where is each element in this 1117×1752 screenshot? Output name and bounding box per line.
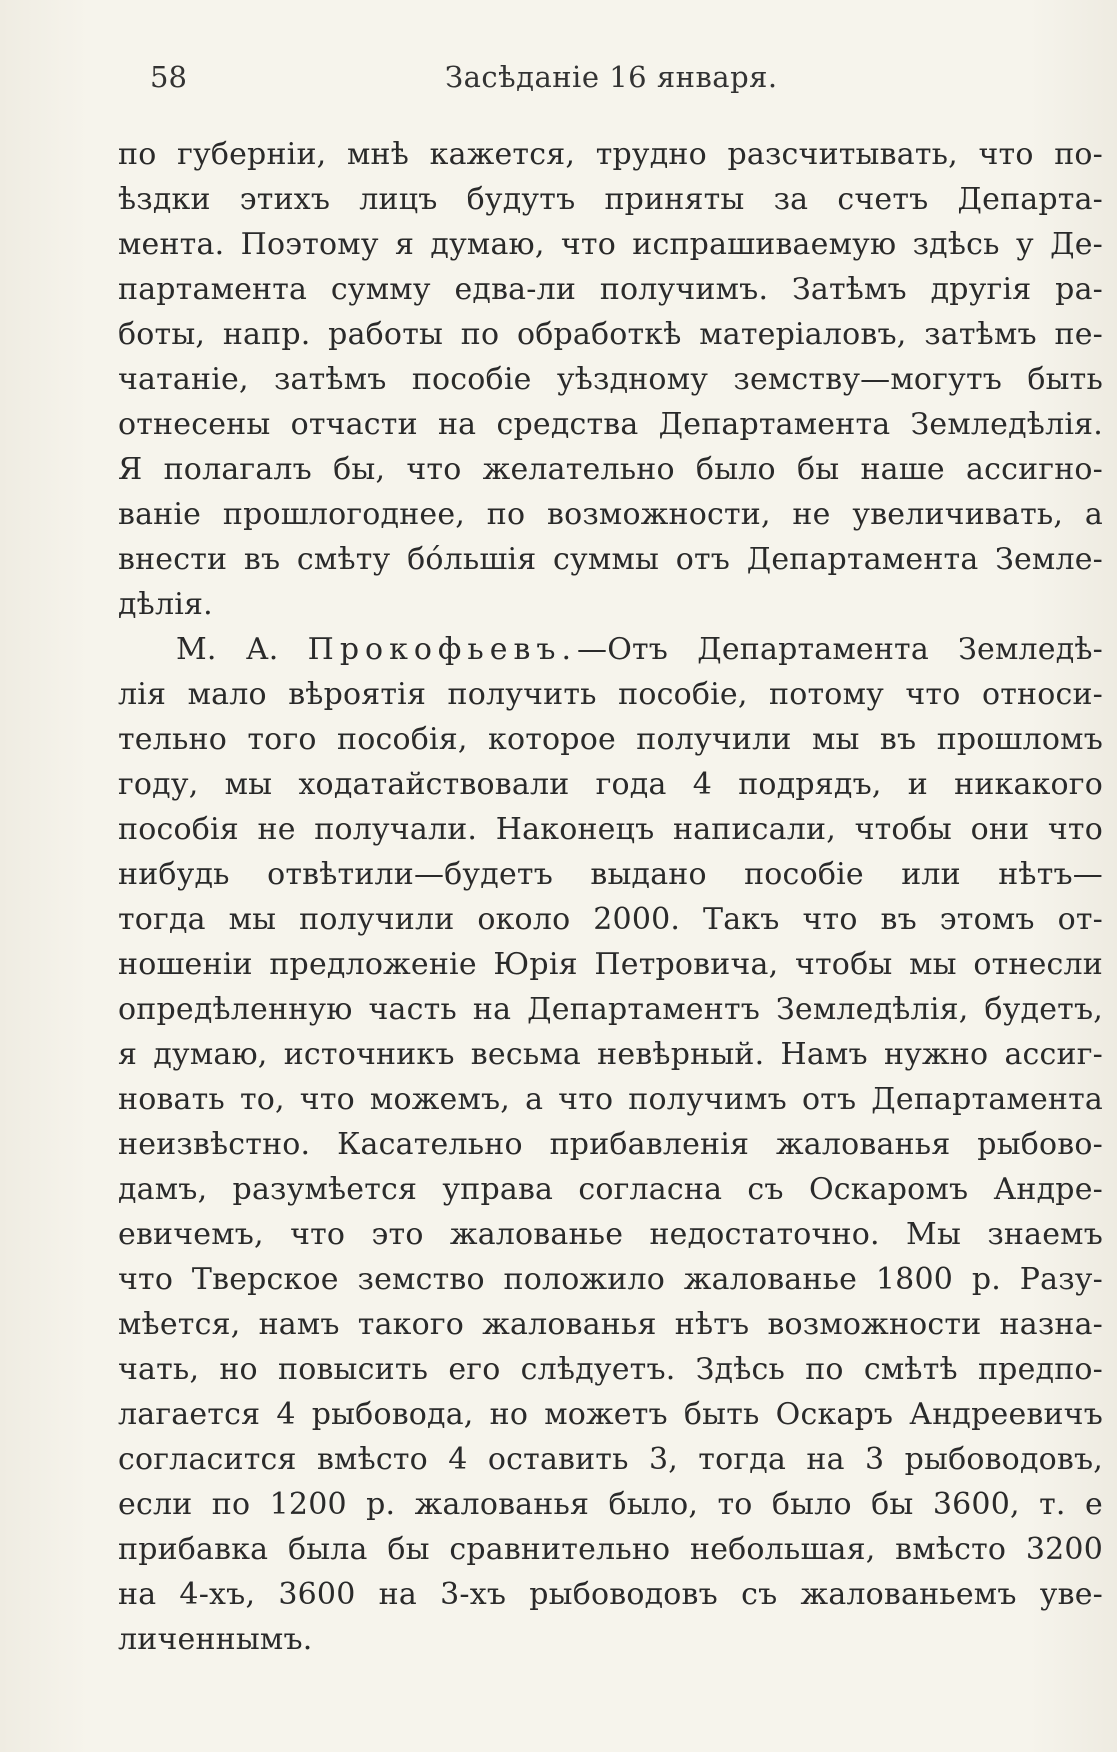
- text-line: дѣлія.: [118, 587, 213, 622]
- page-header: [150, 60, 1010, 100]
- text-line: по губерніи, мнѣ кажется, трудно разсчитывать, что по-: [118, 137, 1103, 172]
- text-line: лія мало вѣроятія получить пособіе, потому что относи-: [118, 677, 1103, 712]
- text-line: опредѣленную часть на Департаментъ Земледѣлія, будетъ,: [118, 992, 1103, 1027]
- text-line: партамента сумму едва-ли получимъ. Затѣмъ другія ра-: [118, 272, 1103, 307]
- page-number: 58: [150, 60, 187, 94]
- text-line: ѣздки этихъ лицъ будутъ приняты за счетъ Департа-: [118, 182, 1103, 217]
- body-text: [118, 132, 1103, 1662]
- text-line: евичемъ, что это жалованье недостаточно. Мы знаемъ: [118, 1217, 1103, 1252]
- text-line: пособія не получали. Наконецъ написали, чтобы они что: [118, 812, 1103, 847]
- paragraph-1: [118, 132, 1103, 627]
- text-line: чатаніе, затѣмъ пособіе уѣздному земству—могутъ быть: [118, 362, 1103, 397]
- speaker-name: Прокофьевъ.: [307, 632, 577, 667]
- text-line: боты, напр. работы по обработкѣ матеріаловъ, затѣмъ пе-: [118, 317, 1103, 352]
- text-line: тельно того пособія, которое получили мы въ прошломъ: [118, 722, 1103, 757]
- text-line: ваніе прошлогоднее, по возможности, не увеличивать, а: [118, 497, 1103, 532]
- text-line: лагается 4 рыбовода, но можетъ быть Оскаръ Андреевичъ: [118, 1397, 1103, 1432]
- text-line: прибавка была бы сравнительно небольшая, вмѣсто 3200: [118, 1532, 1103, 1567]
- text-line: внести въ смѣту бóльшія суммы отъ Департамента Земле-: [118, 542, 1103, 577]
- text-line: тогда мы получили около 2000. Такъ что въ этомъ от-: [118, 902, 1103, 937]
- text-line: мѣется, намъ такого жалованья нѣтъ возможности назна-: [118, 1307, 1103, 1342]
- paragraph-2: [118, 627, 1103, 1662]
- speaker-initials: М. А.: [176, 632, 279, 667]
- text-line: согласится вмѣсто 4 оставить 3, тогда на 3 рыбоводовъ,: [118, 1442, 1103, 1477]
- text-line: на 4-хъ, 3600 на 3-хъ рыбоводовъ съ жалованьемъ уве-: [118, 1577, 1103, 1612]
- speaker-line: [118, 627, 1103, 672]
- text-line: мента. Поэтому я думаю, что испрашиваемую здѣсь у Де-: [118, 227, 1103, 262]
- text-line: я думаю, источникъ весьма невѣрный. Намъ нужно ассиг-: [118, 1037, 1103, 1072]
- text-line: году, мы ходатайствовали года 4 подрядъ, и никакого: [118, 767, 1103, 802]
- text-line: нибудь отвѣтили—будетъ выдано пособіе или нѣтъ—: [118, 857, 1103, 892]
- text-line: новать то, что можемъ, а что получимъ отъ Департамента: [118, 1082, 1103, 1117]
- running-head: Засѣданіе 16 января.: [445, 60, 778, 94]
- text-line: ношеніи предложеніе Юрія Петровича, чтобы мы отнесли: [118, 947, 1103, 982]
- text-line: дамъ, разумѣется управа согласна съ Оскаромъ Андре-: [118, 1172, 1103, 1207]
- speaker-line-text: —Отъ Департамента Земледѣ-: [577, 632, 1103, 667]
- text-line: Я полагалъ бы, что желательно было бы наше ассигно-: [118, 452, 1103, 487]
- text-line: личеннымъ.: [118, 1622, 313, 1657]
- text-line: что Тверское земство положило жалованье 1800 р. Разу-: [118, 1262, 1103, 1297]
- text-line: неизвѣстно. Касательно прибавленія жалованья рыбово-: [118, 1127, 1103, 1162]
- text-line: если по 1200 р. жалованья было, то было бы 3600, т. е: [118, 1487, 1103, 1522]
- text-line: отнесены отчасти на средства Департамента Земледѣлія.: [118, 407, 1103, 442]
- text-line: чать, но повысить его слѣдуетъ. Здѣсь по смѣтѣ предпо-: [118, 1352, 1103, 1387]
